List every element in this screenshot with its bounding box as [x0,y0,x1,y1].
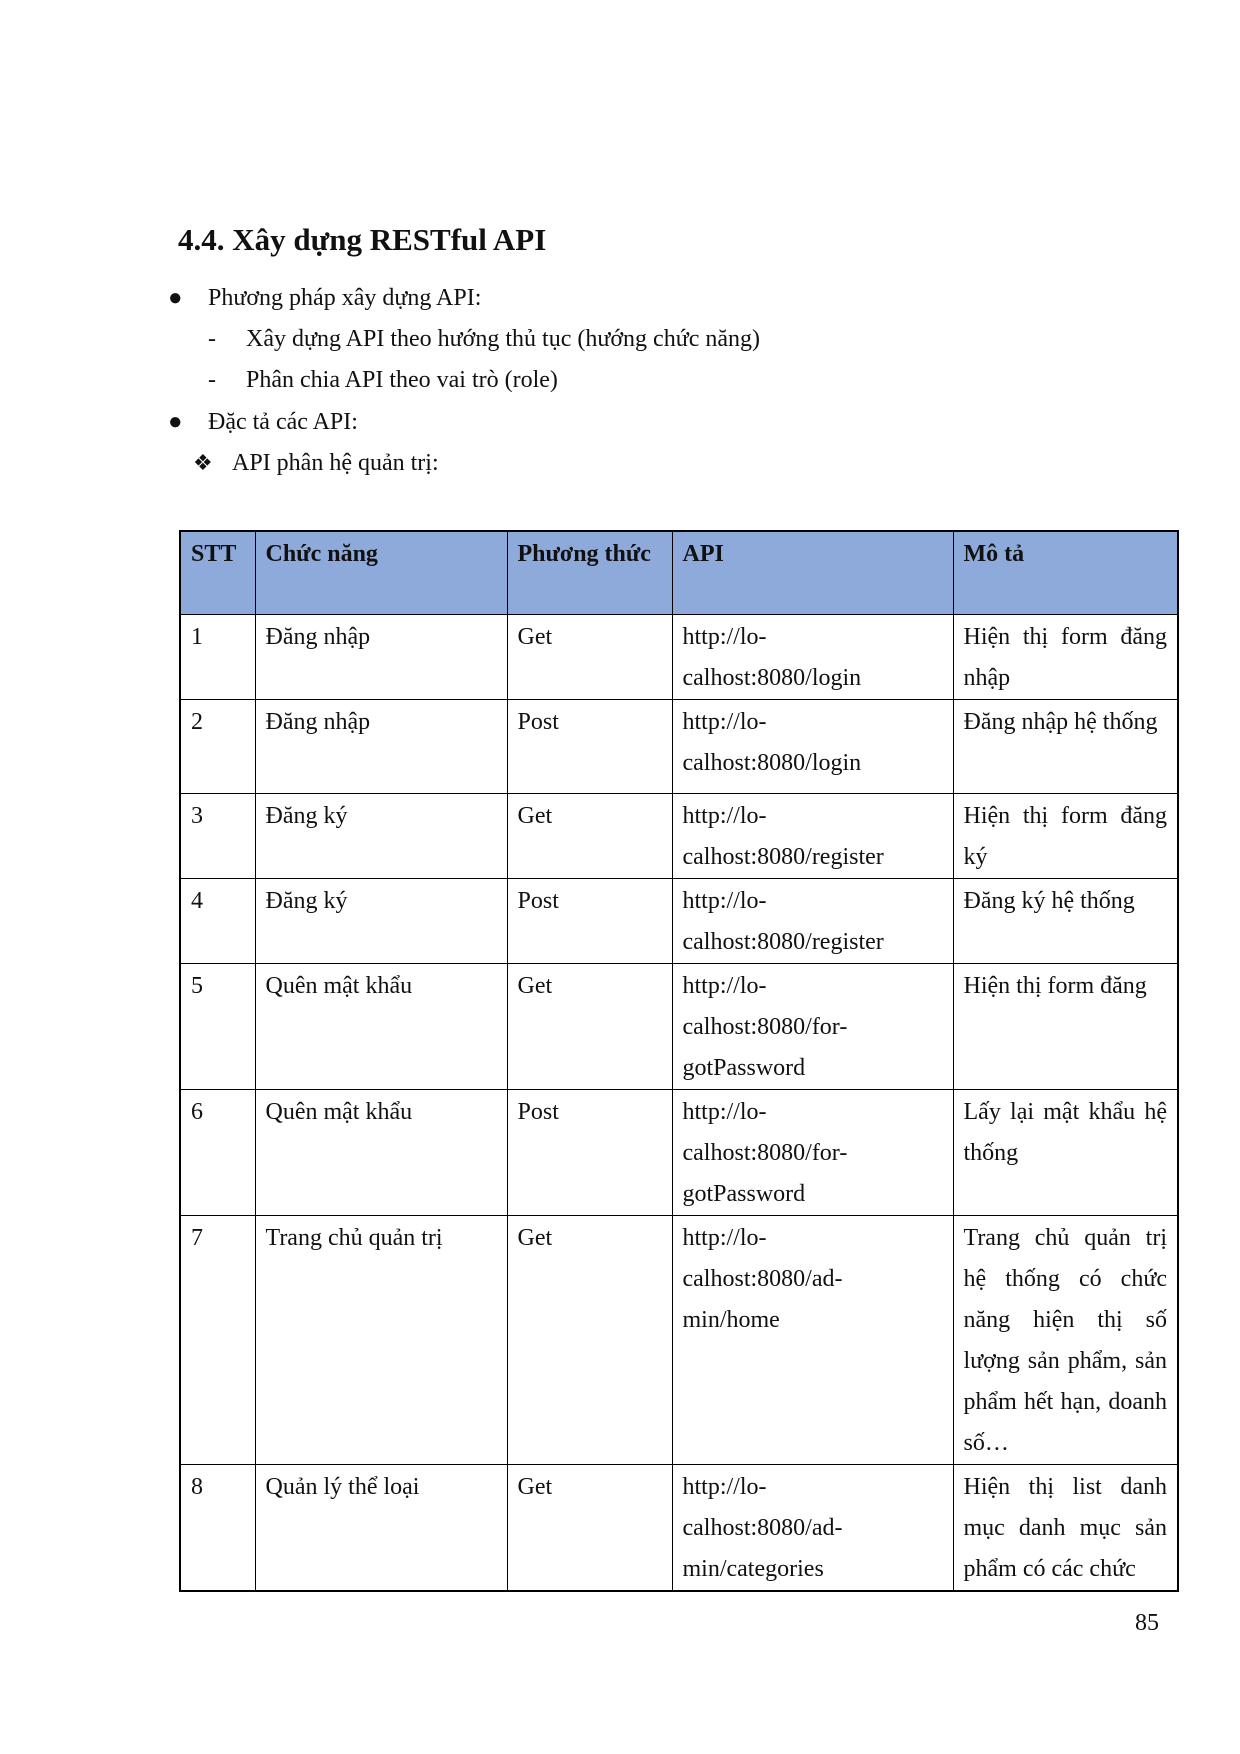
api-url-cell: http://lo- calhost:8080/ad- min/categories [672,1464,953,1591]
bullet-text: Phương pháp xây dựng API: [208,285,482,311]
table-row [180,1215,1178,1464]
function-cell: Đăng nhập [255,699,507,793]
diamond-bullet-icon: ❖ [193,450,213,475]
stt-cell: 6 [180,1089,255,1215]
description-cell: Hiện thị form đăng ký [953,793,1178,878]
column-header: API [672,531,953,614]
function-cell: Quản lý thể loại [255,1464,507,1591]
bullet-icon: ● [168,285,183,311]
api-url-cell: http://lo- calhost:8080/register [672,878,953,963]
table-row [180,878,1178,963]
dash-icon: - [208,367,216,393]
table-row [180,614,1178,699]
stt-cell: 8 [180,1464,255,1591]
api-url-cell: http://lo- calhost:8080/register [672,793,953,878]
sub-bullet-text: Phân chia API theo vai trò (role) [246,367,558,393]
bullet-icon: ● [168,409,183,435]
function-cell: Trang chủ quản trị [255,1215,507,1464]
description-cell: Đăng ký hệ thống [953,878,1178,963]
method-cell: Get [507,614,672,699]
sub-bullet-text: Xây dựng API theo hướng thủ tục (hướng chức năng) [246,326,760,352]
bullet-text: Đặc tả các API: [208,409,358,435]
api-url-cell: http://lo- calhost:8080/login [672,699,953,793]
table-row [180,793,1178,878]
method-cell: Post [507,699,672,793]
method-cell: Get [507,963,672,1089]
api-url-cell: http://lo- calhost:8080/for- gotPassword [672,963,953,1089]
stt-cell: 7 [180,1215,255,1464]
stt-cell: 5 [180,963,255,1089]
description-cell: Hiện thị form đăng nhập [953,614,1178,699]
method-cell: Get [507,793,672,878]
description-cell: Hiện thị list danh mục danh mục sản phẩm có các chức [953,1464,1178,1591]
method-cell: Post [507,1089,672,1215]
description-cell: Đăng nhập hệ thống [953,699,1178,793]
table-row [180,1089,1178,1215]
dash-icon: - [208,326,216,352]
column-header: Chức năng [255,531,507,614]
stt-cell: 2 [180,699,255,793]
table-row [180,699,1178,793]
stt-cell: 4 [180,878,255,963]
section-heading: 4.4. Xây dựng RESTful API [178,222,547,257]
method-cell: Get [507,1464,672,1591]
description-cell: Trang chủ quản trị hệ thống có chức năng hiện thị số lượng sản phẩm, sản phẩm hết hạn, doanh số… [953,1215,1178,1464]
function-cell: Đăng ký [255,793,507,878]
table-row [180,1464,1178,1591]
column-header: STT [180,531,255,614]
function-cell: Đăng ký [255,878,507,963]
api-url-cell: http://lo- calhost:8080/for- gotPassword [672,1089,953,1215]
description-cell: Hiện thị form đăng [953,963,1178,1089]
stt-cell: 3 [180,793,255,878]
function-cell: Quên mật khẩu [255,1089,507,1215]
page-number: 85 [1135,1610,1159,1636]
api-url-cell: http://lo- calhost:8080/ad- min/home [672,1215,953,1464]
stt-cell: 1 [180,614,255,699]
subheading: API phân hệ quản trị: [232,450,439,476]
api-table [179,530,1179,1592]
column-header: Phương thức [507,531,672,614]
method-cell: Get [507,1215,672,1464]
method-cell: Post [507,878,672,963]
function-cell: Quên mật khẩu [255,963,507,1089]
api-url-cell: http://lo- calhost:8080/login [672,614,953,699]
table-header-row [180,531,1178,614]
column-header: Mô tả [953,531,1178,614]
function-cell: Đăng nhập [255,614,507,699]
table-row [180,963,1178,1089]
description-cell: Lấy lại mật khẩu hệ thống [953,1089,1178,1215]
